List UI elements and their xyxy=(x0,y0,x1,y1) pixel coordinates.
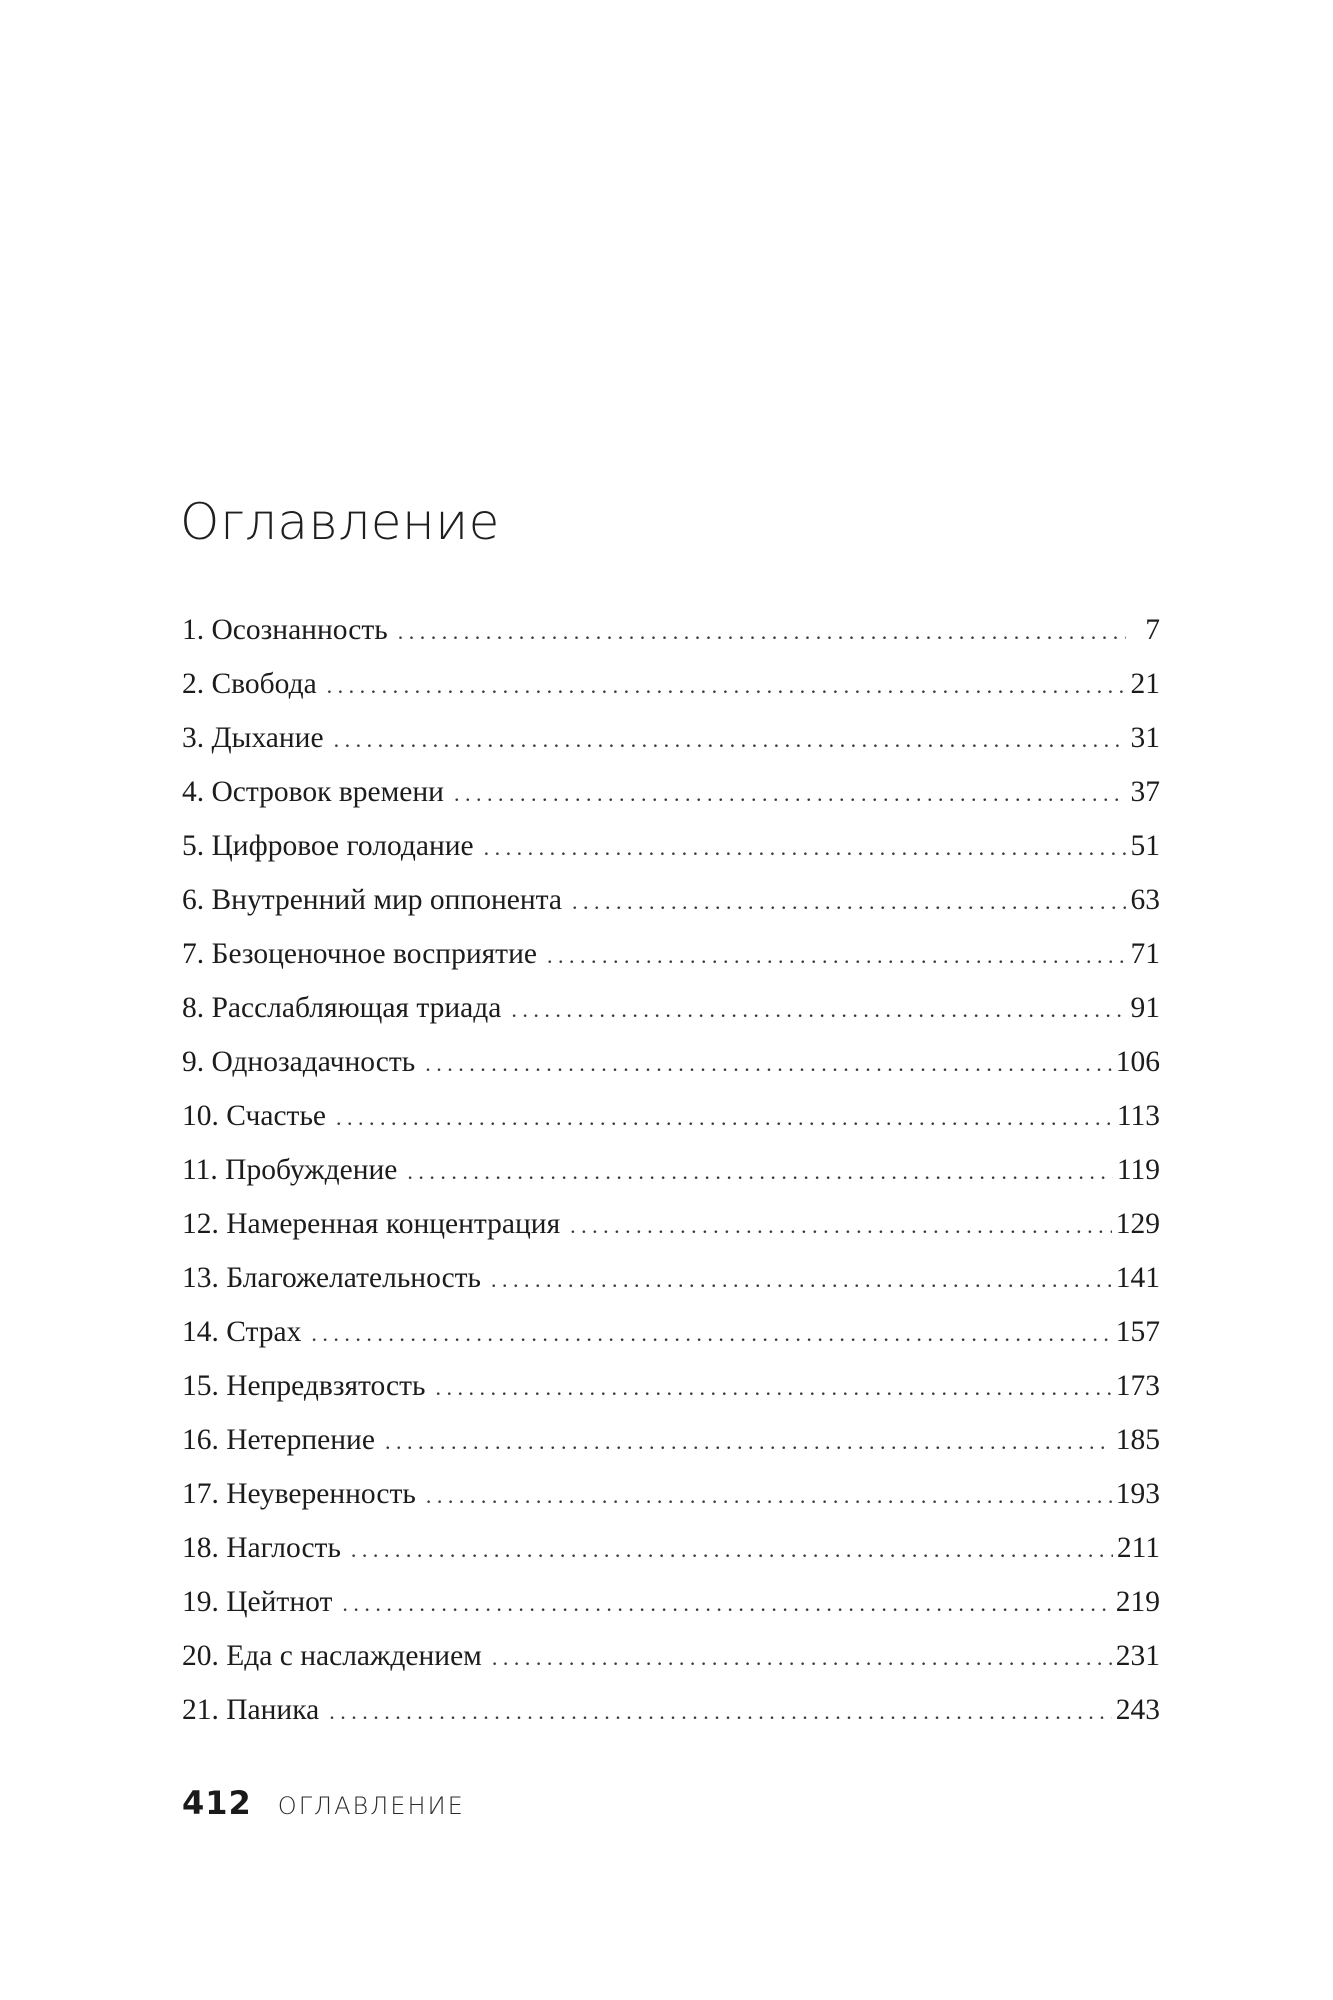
toc-entry-label: 14. Страх xyxy=(182,1316,302,1348)
toc-entry-label: 19. Цейтнот xyxy=(182,1586,333,1618)
dot-leader xyxy=(492,1631,1112,1685)
dot-leader xyxy=(570,1199,1112,1253)
toc-entry-label: 8. Расслабляющая триада xyxy=(182,992,502,1024)
toc-entry-label: 10. Счастье xyxy=(182,1100,326,1132)
toc-entry-page: 71 xyxy=(1130,938,1160,970)
toc-entry-page: 31 xyxy=(1130,722,1160,754)
dot-leader xyxy=(407,1145,1112,1199)
toc-entry-label: 12. Намеренная концентрация xyxy=(182,1208,561,1240)
dot-leader xyxy=(351,1523,1113,1577)
dot-leader xyxy=(342,1577,1111,1631)
dot-leader xyxy=(329,1685,1112,1739)
toc-entry-page: 106 xyxy=(1115,1046,1160,1078)
toc-entry xyxy=(182,1089,1160,1143)
toc-entry-label: 4. Островок времени xyxy=(182,776,444,808)
toc-entry-label: 15. Непредвзятость xyxy=(182,1370,426,1402)
dot-leader xyxy=(491,1253,1112,1307)
toc-entry-page: 141 xyxy=(1115,1262,1160,1294)
dot-leader xyxy=(426,1469,1112,1523)
toc-entry-page: 119 xyxy=(1116,1154,1160,1186)
dot-leader xyxy=(311,1307,1111,1361)
toc-entry-page: 157 xyxy=(1115,1316,1160,1348)
toc-entry-label: 5. Цифровое голодание xyxy=(182,830,474,862)
toc-entry-page: 51 xyxy=(1130,830,1160,862)
toc-entry xyxy=(182,1359,1160,1413)
toc-entry-page: 231 xyxy=(1115,1640,1160,1672)
toc-entry xyxy=(182,1629,1160,1683)
toc-entry xyxy=(182,1035,1160,1089)
toc-entry-label: 17. Неуверенность xyxy=(182,1478,416,1510)
toc-entry-page: 243 xyxy=(1115,1694,1160,1726)
toc-entry xyxy=(182,1251,1160,1305)
toc-entry xyxy=(182,1143,1160,1197)
toc-entry xyxy=(182,1521,1160,1575)
toc-entry-label: 11. Пробуждение xyxy=(182,1154,398,1186)
running-section-title: ОГЛАВЛЕНИЕ xyxy=(277,1792,465,1820)
toc-entry-label: 2. Свобода xyxy=(182,668,317,700)
dot-leader xyxy=(547,929,1126,983)
toc-entry-label: 6. Внутренний мир оппонента xyxy=(182,884,562,916)
dot-leader xyxy=(511,983,1126,1037)
toc-entry xyxy=(182,1683,1160,1737)
toc-entry xyxy=(182,981,1160,1035)
toc-entry-page: 37 xyxy=(1130,776,1160,808)
toc-entry xyxy=(182,1305,1160,1359)
toc-entry-page: 185 xyxy=(1115,1424,1160,1456)
page-title: Оглавление xyxy=(180,493,500,551)
toc-entry-label: 16. Нетерпение xyxy=(182,1424,375,1456)
toc-entry xyxy=(182,1575,1160,1629)
toc-entry-label: 13. Благожелательность xyxy=(182,1262,482,1294)
page-number: 412 xyxy=(182,1784,252,1822)
toc-entry xyxy=(182,1413,1160,1467)
dot-leader xyxy=(336,1091,1113,1145)
dot-leader xyxy=(572,875,1126,929)
toc-entry xyxy=(182,1197,1160,1251)
toc-entry-label: 9. Однозадачность xyxy=(182,1046,416,1078)
dot-leader xyxy=(334,713,1126,767)
toc-entry-page: 129 xyxy=(1115,1208,1160,1240)
toc-entry xyxy=(182,927,1160,981)
page-footer xyxy=(182,1784,465,1822)
toc-entry xyxy=(182,873,1160,927)
toc-entry-label: 7. Безоценочное восприятие xyxy=(182,938,537,970)
dot-leader xyxy=(435,1361,1111,1415)
toc-entry-label: 18. Наглость xyxy=(182,1532,341,1564)
dot-leader xyxy=(484,821,1126,875)
toc-entry-label: 3. Дыхание xyxy=(182,722,324,754)
toc-entry xyxy=(182,657,1160,711)
dot-leader xyxy=(327,659,1126,713)
toc-entry-page: 173 xyxy=(1115,1370,1160,1402)
toc-entry xyxy=(182,603,1160,657)
toc-entry xyxy=(182,819,1160,873)
toc-entry-page: 211 xyxy=(1116,1532,1160,1564)
toc-entry-page: 219 xyxy=(1115,1586,1160,1618)
dot-leader xyxy=(425,1037,1112,1091)
toc-entry-page: 63 xyxy=(1130,884,1160,916)
toc-entry xyxy=(182,711,1160,765)
toc-entry-label: 1. Осознанность xyxy=(182,614,388,646)
toc-entry-label: 21. Паника xyxy=(182,1694,320,1726)
dot-leader xyxy=(454,767,1126,821)
toc-entry xyxy=(182,1467,1160,1521)
dot-leader xyxy=(385,1415,1112,1469)
toc-entry-page: 113 xyxy=(1116,1100,1160,1132)
dot-leader xyxy=(398,605,1126,659)
toc-entry xyxy=(182,765,1160,819)
table-of-contents xyxy=(182,603,1160,1737)
toc-entry-page: 193 xyxy=(1115,1478,1160,1510)
toc-entry-page: 21 xyxy=(1130,668,1160,700)
toc-entry-page: 7 xyxy=(1145,614,1160,646)
toc-entry-label: 20. Еда с наслаждением xyxy=(182,1640,482,1672)
toc-entry-page: 91 xyxy=(1130,992,1160,1024)
